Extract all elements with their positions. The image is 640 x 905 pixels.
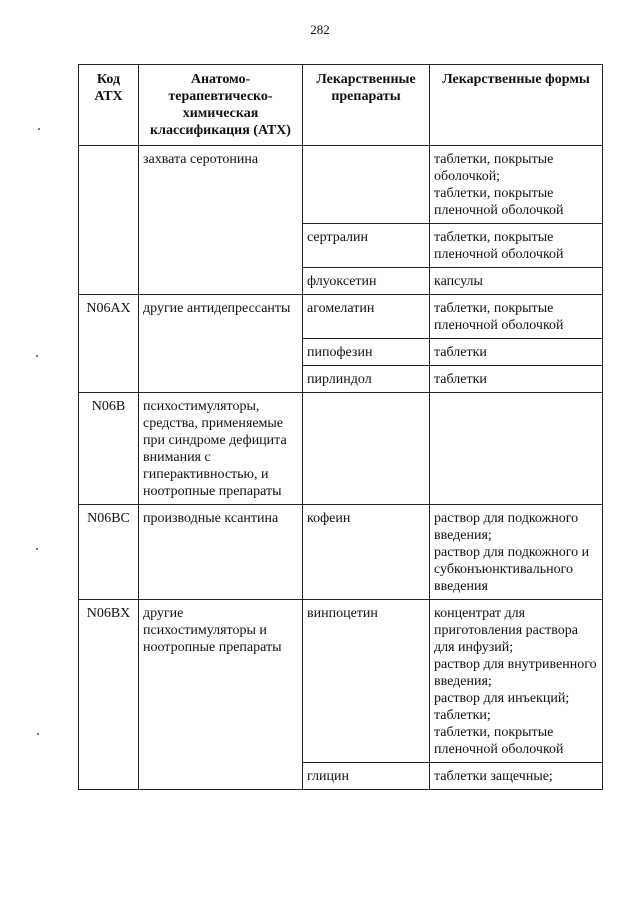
drug-forms xyxy=(430,295,603,339)
atx-table xyxy=(78,64,603,790)
drug-forms xyxy=(430,505,603,600)
scan-speck xyxy=(36,548,38,550)
form-item: таблетки; xyxy=(434,708,491,723)
form-item: таблетки, покрытые пленочной оболочкой xyxy=(434,186,564,218)
atx-code: N06AX xyxy=(79,295,139,393)
form-item: таблетки xyxy=(434,345,487,360)
form-item: раствор для инъекций; xyxy=(434,691,570,706)
form-item: капсулы xyxy=(434,274,483,289)
form-item: таблетки, покрытые пленочной оболочкой xyxy=(434,725,564,757)
atx-code: N06BC xyxy=(79,505,139,600)
form-item: таблетки, покрытые оболочкой; xyxy=(434,152,554,184)
drug-name: пипофезин xyxy=(303,339,430,366)
table-row xyxy=(79,505,603,600)
header-code: Код АТХ xyxy=(79,65,139,146)
form-item: раствор для подкожного введения; xyxy=(434,511,579,543)
drug-name: сертралин xyxy=(303,224,430,268)
drug-forms xyxy=(430,268,603,295)
table-row xyxy=(79,393,603,505)
scan-speck xyxy=(38,128,40,130)
atx-code: N06B xyxy=(79,393,139,505)
scan-speck xyxy=(36,355,38,357)
drug-forms xyxy=(430,366,603,393)
table-header-row xyxy=(79,65,603,146)
header-forms: Лекарственные формы xyxy=(430,65,603,146)
drug-forms xyxy=(430,763,603,790)
table-row xyxy=(79,146,603,224)
atx-classification: захвата серотонина xyxy=(139,146,303,295)
drug-name: кофеин xyxy=(303,505,430,600)
atx-classification: производные ксантина xyxy=(139,505,303,600)
header-drugs: Лекарственные препараты xyxy=(303,65,430,146)
header-classification: Анатомо-терапевтическо-химическая классификация (АТХ) xyxy=(139,65,303,146)
table-row xyxy=(79,600,603,763)
drug-forms xyxy=(430,146,603,224)
drug-name: винпоцетин xyxy=(303,600,430,763)
atx-classification: психостимуляторы, средства, применяемые при синдроме дефицита внимания с гиперактивностью, и ноотропные препараты xyxy=(139,393,303,505)
drug-name: флуоксетин xyxy=(303,268,430,295)
atx-classification: другие психостимуляторы и ноотропные препараты xyxy=(139,600,303,790)
page-number: 282 xyxy=(310,22,330,37)
form-item: таблетки, покрытые пленочной оболочкой xyxy=(434,301,564,333)
form-item: концентрат для приготовления раствора для инфузий; xyxy=(434,606,578,655)
form-item: таблетки xyxy=(434,372,487,387)
atx-code xyxy=(79,146,139,295)
form-item: раствор для подкожного и субконъюнктивального введения xyxy=(434,545,590,594)
drug-name xyxy=(303,146,430,224)
drug-name: глицин xyxy=(303,763,430,790)
drug-forms xyxy=(430,393,603,505)
table-row xyxy=(79,295,603,339)
form-item: таблетки защечные; xyxy=(434,769,553,784)
drug-forms xyxy=(430,224,603,268)
atx-code: N06BX xyxy=(79,600,139,790)
drug-name: пирлиндол xyxy=(303,366,430,393)
form-item: таблетки, покрытые пленочной оболочкой xyxy=(434,230,564,262)
drug-forms xyxy=(430,600,603,763)
atx-classification: другие антидепрессанты xyxy=(139,295,303,393)
drug-name: агомелатин xyxy=(303,295,430,339)
drug-forms xyxy=(430,339,603,366)
scan-speck xyxy=(37,733,39,735)
form-item: раствор для внутривенного введения; xyxy=(434,657,597,689)
drug-name xyxy=(303,393,430,505)
